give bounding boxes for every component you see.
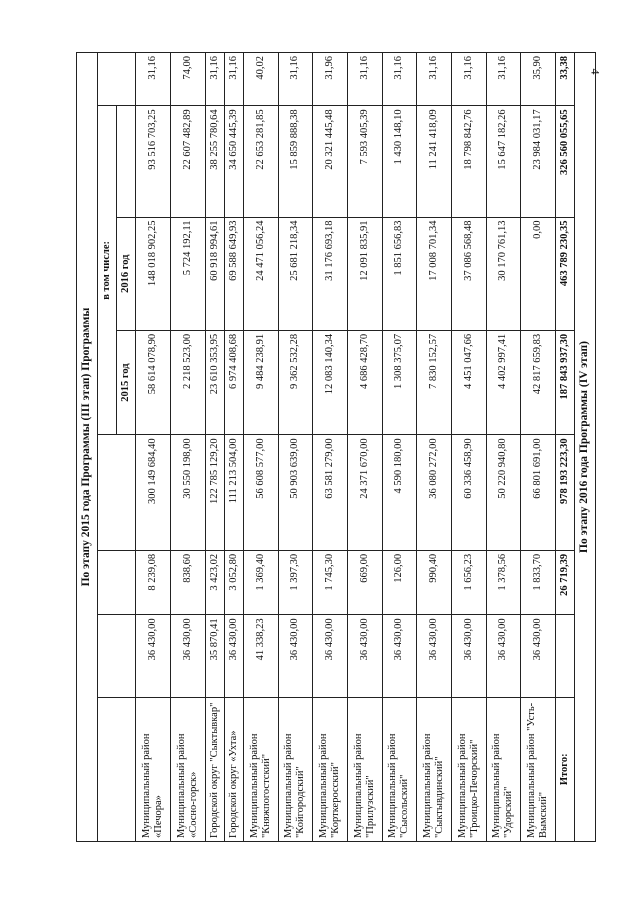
cell-c4: 23 610 353,95 <box>205 330 224 434</box>
cell-c6: 15 859 888,38 <box>278 106 313 217</box>
cell-c2: 838,60 <box>170 550 205 614</box>
cell-c5: 24 471 056,24 <box>243 217 278 330</box>
municipality-name: Муниципальный район "Троицко-Печорский" <box>451 697 486 841</box>
header-blank <box>116 106 135 217</box>
cell-c4: 42 817 659,83 <box>521 330 556 434</box>
header-blank <box>97 435 135 551</box>
total-c5: 463 789 230,35 <box>555 217 574 330</box>
section-row-stage3 <box>77 53 98 842</box>
header-blank <box>97 615 135 697</box>
cell-c6: 1 430 148,10 <box>382 106 417 217</box>
table-row <box>243 53 278 842</box>
table-row <box>486 53 521 842</box>
section-title-stage3: По этапу 2015 года Программы (III этап) Программы <box>77 53 98 842</box>
cell-c7: 31,96 <box>313 53 348 106</box>
cell-c1: 35 870,41 <box>205 615 224 697</box>
cell-c1: 41 338,23 <box>243 615 278 697</box>
cell-c7: 31,16 <box>382 53 417 106</box>
cell-c3: 111 213 504,00 <box>224 435 243 551</box>
cell-c1: 36 430,00 <box>521 615 556 697</box>
municipality-name: Муниципальный район "Усть-Вымский" <box>521 697 556 841</box>
cell-c3: 30 550 198,00 <box>170 435 205 551</box>
cell-c2: 126,00 <box>382 550 417 614</box>
cell-c6: 93 516 703,25 <box>136 106 171 217</box>
table-row <box>451 53 486 842</box>
cell-c2: 1 833,70 <box>521 550 556 614</box>
cell-c7: 31,16 <box>224 53 243 106</box>
total-c6: 326 560 055,65 <box>555 106 574 217</box>
cell-c3: 66 801 691,00 <box>521 435 556 551</box>
section-row-stage4 <box>575 53 596 842</box>
cell-c5: 30 170 761,13 <box>486 217 521 330</box>
cell-c2: 1 378,56 <box>486 550 521 614</box>
cell-c3: 50 220 940,80 <box>486 435 521 551</box>
cell-c2: 1 369,40 <box>243 550 278 614</box>
header-row-1 <box>97 53 116 842</box>
cell-c5: 69 588 649,93 <box>224 217 243 330</box>
municipality-name: Муниципальный район «Печора» <box>136 697 171 841</box>
cell-c4: 4 402 997,41 <box>486 330 521 434</box>
cell-c2: 1 745,30 <box>313 550 348 614</box>
cell-c2: 3 423,02 <box>205 550 224 614</box>
header-blank <box>97 53 135 106</box>
table-row <box>347 53 382 842</box>
cell-c6: 38 255 780,64 <box>205 106 224 217</box>
total-empty-cell <box>555 615 574 697</box>
program-table <box>76 52 596 842</box>
table-row <box>205 53 224 842</box>
cell-c5: 60 918 994,61 <box>205 217 224 330</box>
cell-c5: 5 724 192,11 <box>170 217 205 330</box>
cell-c6: 23 984 031,17 <box>521 106 556 217</box>
cell-c7: 74,00 <box>170 53 205 106</box>
table-row <box>417 53 452 842</box>
header-2015: 2015 год <box>116 330 135 434</box>
cell-c3: 4 590 180,00 <box>382 435 417 551</box>
municipality-name: Муниципальный район "Койгородский" <box>278 697 313 841</box>
cell-c7: 31,16 <box>451 53 486 106</box>
header-2016: 2016 год <box>116 217 135 330</box>
municipality-name: Городской округ «Ухта» <box>224 697 243 841</box>
cell-c3: 122 785 129,20 <box>205 435 224 551</box>
page-number: 4 <box>588 68 603 75</box>
cell-c6: 22 607 482,89 <box>170 106 205 217</box>
cell-c7: 31,16 <box>205 53 224 106</box>
cell-c4: 9 484 238,91 <box>243 330 278 434</box>
cell-c3: 24 371 670,00 <box>347 435 382 551</box>
cell-c4: 12 083 140,34 <box>313 330 348 434</box>
cell-c3: 60 336 458,90 <box>451 435 486 551</box>
table-row <box>521 53 556 842</box>
cell-c1: 36 430,00 <box>170 615 205 697</box>
cell-c5: 12 091 835,91 <box>347 217 382 330</box>
rotated-table-wrapper <box>76 52 596 842</box>
total-c7: 33,38 <box>555 53 574 106</box>
cell-c1: 36 430,00 <box>224 615 243 697</box>
header-blank <box>97 697 135 841</box>
header-in-that-number: в том числе: <box>97 106 116 435</box>
cell-c1: 36 430,00 <box>382 615 417 697</box>
cell-c5: 0,00 <box>521 217 556 330</box>
municipality-name: Муниципальный район "Сыктывдинский" <box>417 697 452 841</box>
cell-c6: 20 321 445,48 <box>313 106 348 217</box>
table-row <box>278 53 313 842</box>
cell-c2: 990,40 <box>417 550 452 614</box>
cell-c6: 7 593 405,39 <box>347 106 382 217</box>
table-row <box>382 53 417 842</box>
cell-c2: 669,00 <box>347 550 382 614</box>
total-c4: 187 843 937,30 <box>555 330 574 434</box>
cell-c6: 18 798 842,76 <box>451 106 486 217</box>
municipality-name: Муниципальный район "Княжпогостский" <box>243 697 278 841</box>
cell-c1: 36 430,00 <box>417 615 452 697</box>
cell-c7: 40,02 <box>243 53 278 106</box>
cell-c2: 1 656,23 <box>451 550 486 614</box>
cell-c7: 35,90 <box>521 53 556 106</box>
cell-c5: 31 176 693,18 <box>313 217 348 330</box>
total-c3: 978 193 223,30 <box>555 435 574 551</box>
cell-c5: 148 018 902,25 <box>136 217 171 330</box>
cell-c3: 300 149 684,40 <box>136 435 171 551</box>
cell-c4: 7 830 152,57 <box>417 330 452 434</box>
municipality-name: Муниципальный район "Прилузский" <box>347 697 382 841</box>
cell-c2: 1 397,30 <box>278 550 313 614</box>
cell-c6: 34 650 445,39 <box>224 106 243 217</box>
cell-c7: 31,16 <box>486 53 521 106</box>
cell-c1: 36 430,00 <box>278 615 313 697</box>
cell-c4: 4 686 428,70 <box>347 330 382 434</box>
cell-c3: 63 581 279,00 <box>313 435 348 551</box>
cell-c6: 15 647 182,26 <box>486 106 521 217</box>
cell-c1: 36 430,00 <box>486 615 521 697</box>
table-row <box>313 53 348 842</box>
total-c2: 26 719,39 <box>555 550 574 614</box>
cell-c3: 50 903 639,00 <box>278 435 313 551</box>
municipality-name: Муниципальный район "Сысольский" <box>382 697 417 841</box>
municipality-name: Муниципальный район "Удорский" <box>486 697 521 841</box>
cell-c7: 31,16 <box>136 53 171 106</box>
total-row <box>555 53 574 842</box>
cell-c4: 9 362 532,28 <box>278 330 313 434</box>
cell-c4: 1 308 375,07 <box>382 330 417 434</box>
cell-c1: 36 430,00 <box>347 615 382 697</box>
cell-c4: 6 974 408,68 <box>224 330 243 434</box>
cell-c1: 36 430,00 <box>136 615 171 697</box>
cell-c3: 56 608 577,00 <box>243 435 278 551</box>
cell-c4: 4 451 047,66 <box>451 330 486 434</box>
table-row <box>224 53 243 842</box>
cell-c5: 25 681 218,34 <box>278 217 313 330</box>
cell-c4: 58 614 078,90 <box>136 330 171 434</box>
municipality-name: Муниципальный район «Сосно-горск» <box>170 697 205 841</box>
cell-c4: 2 218 523,00 <box>170 330 205 434</box>
cell-c1: 36 430,00 <box>313 615 348 697</box>
table-row <box>170 53 205 842</box>
cell-c5: 37 086 568,48 <box>451 217 486 330</box>
total-label: Итого: <box>555 697 574 841</box>
cell-c5: 17 008 701,34 <box>417 217 452 330</box>
cell-c7: 31,16 <box>278 53 313 106</box>
cell-c2: 3 052,80 <box>224 550 243 614</box>
municipality-name: Муниципальный район "Корткеросский" <box>313 697 348 841</box>
cell-c6: 11 241 418,09 <box>417 106 452 217</box>
section-title-stage4: По этапу 2016 года Программы (IV этап) <box>575 53 596 842</box>
header-blank <box>97 550 135 614</box>
cell-c3: 36 080 272,00 <box>417 435 452 551</box>
cell-c2: 8 239,08 <box>136 550 171 614</box>
cell-c6: 22 653 281,85 <box>243 106 278 217</box>
table-row <box>136 53 171 842</box>
cell-c7: 31,16 <box>417 53 452 106</box>
cell-c7: 31,16 <box>347 53 382 106</box>
cell-c1: 36 430,00 <box>451 615 486 697</box>
municipality-name: Городской округ "Сыктывкар" <box>205 697 224 841</box>
cell-c5: 1 851 656,83 <box>382 217 417 330</box>
